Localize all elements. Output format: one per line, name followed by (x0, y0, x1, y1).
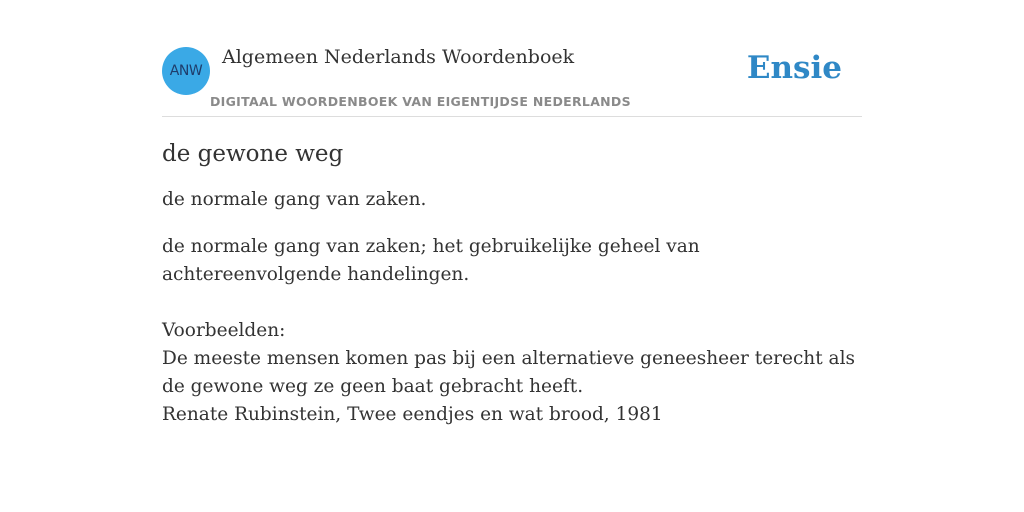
example-source: Renate Rubinstein, Twee eendjes en wat brood, 1981 (162, 404, 663, 425)
short-definition: de normale gang van zaken. (162, 189, 427, 210)
entry-term: de gewone weg (162, 141, 344, 167)
full-definition: de normale gang van zaken; het gebruikelijke geheel van achtereenvolgende handelingen. (162, 236, 700, 285)
example-text: De meeste mensen komen pas bij een alternatieve geneesheer terecht als de gewone weg ze geen baat gebracht heeft. (162, 348, 855, 397)
site-tagline: DIGITAAL WOORDENBOEK VAN EIGENTIJDSE NEDERLANDS (210, 94, 631, 109)
header (162, 40, 862, 117)
examples-label: Voorbeelden: (162, 320, 286, 341)
entry-content (162, 138, 862, 429)
logo-text: ANW (169, 63, 203, 79)
anw-logo[interactable] (162, 47, 210, 95)
ensie-brand-link[interactable]: Ensie (746, 50, 842, 86)
site-name[interactable]: Algemeen Nederlands Woordenboek (222, 46, 575, 68)
examples-block (162, 317, 862, 429)
